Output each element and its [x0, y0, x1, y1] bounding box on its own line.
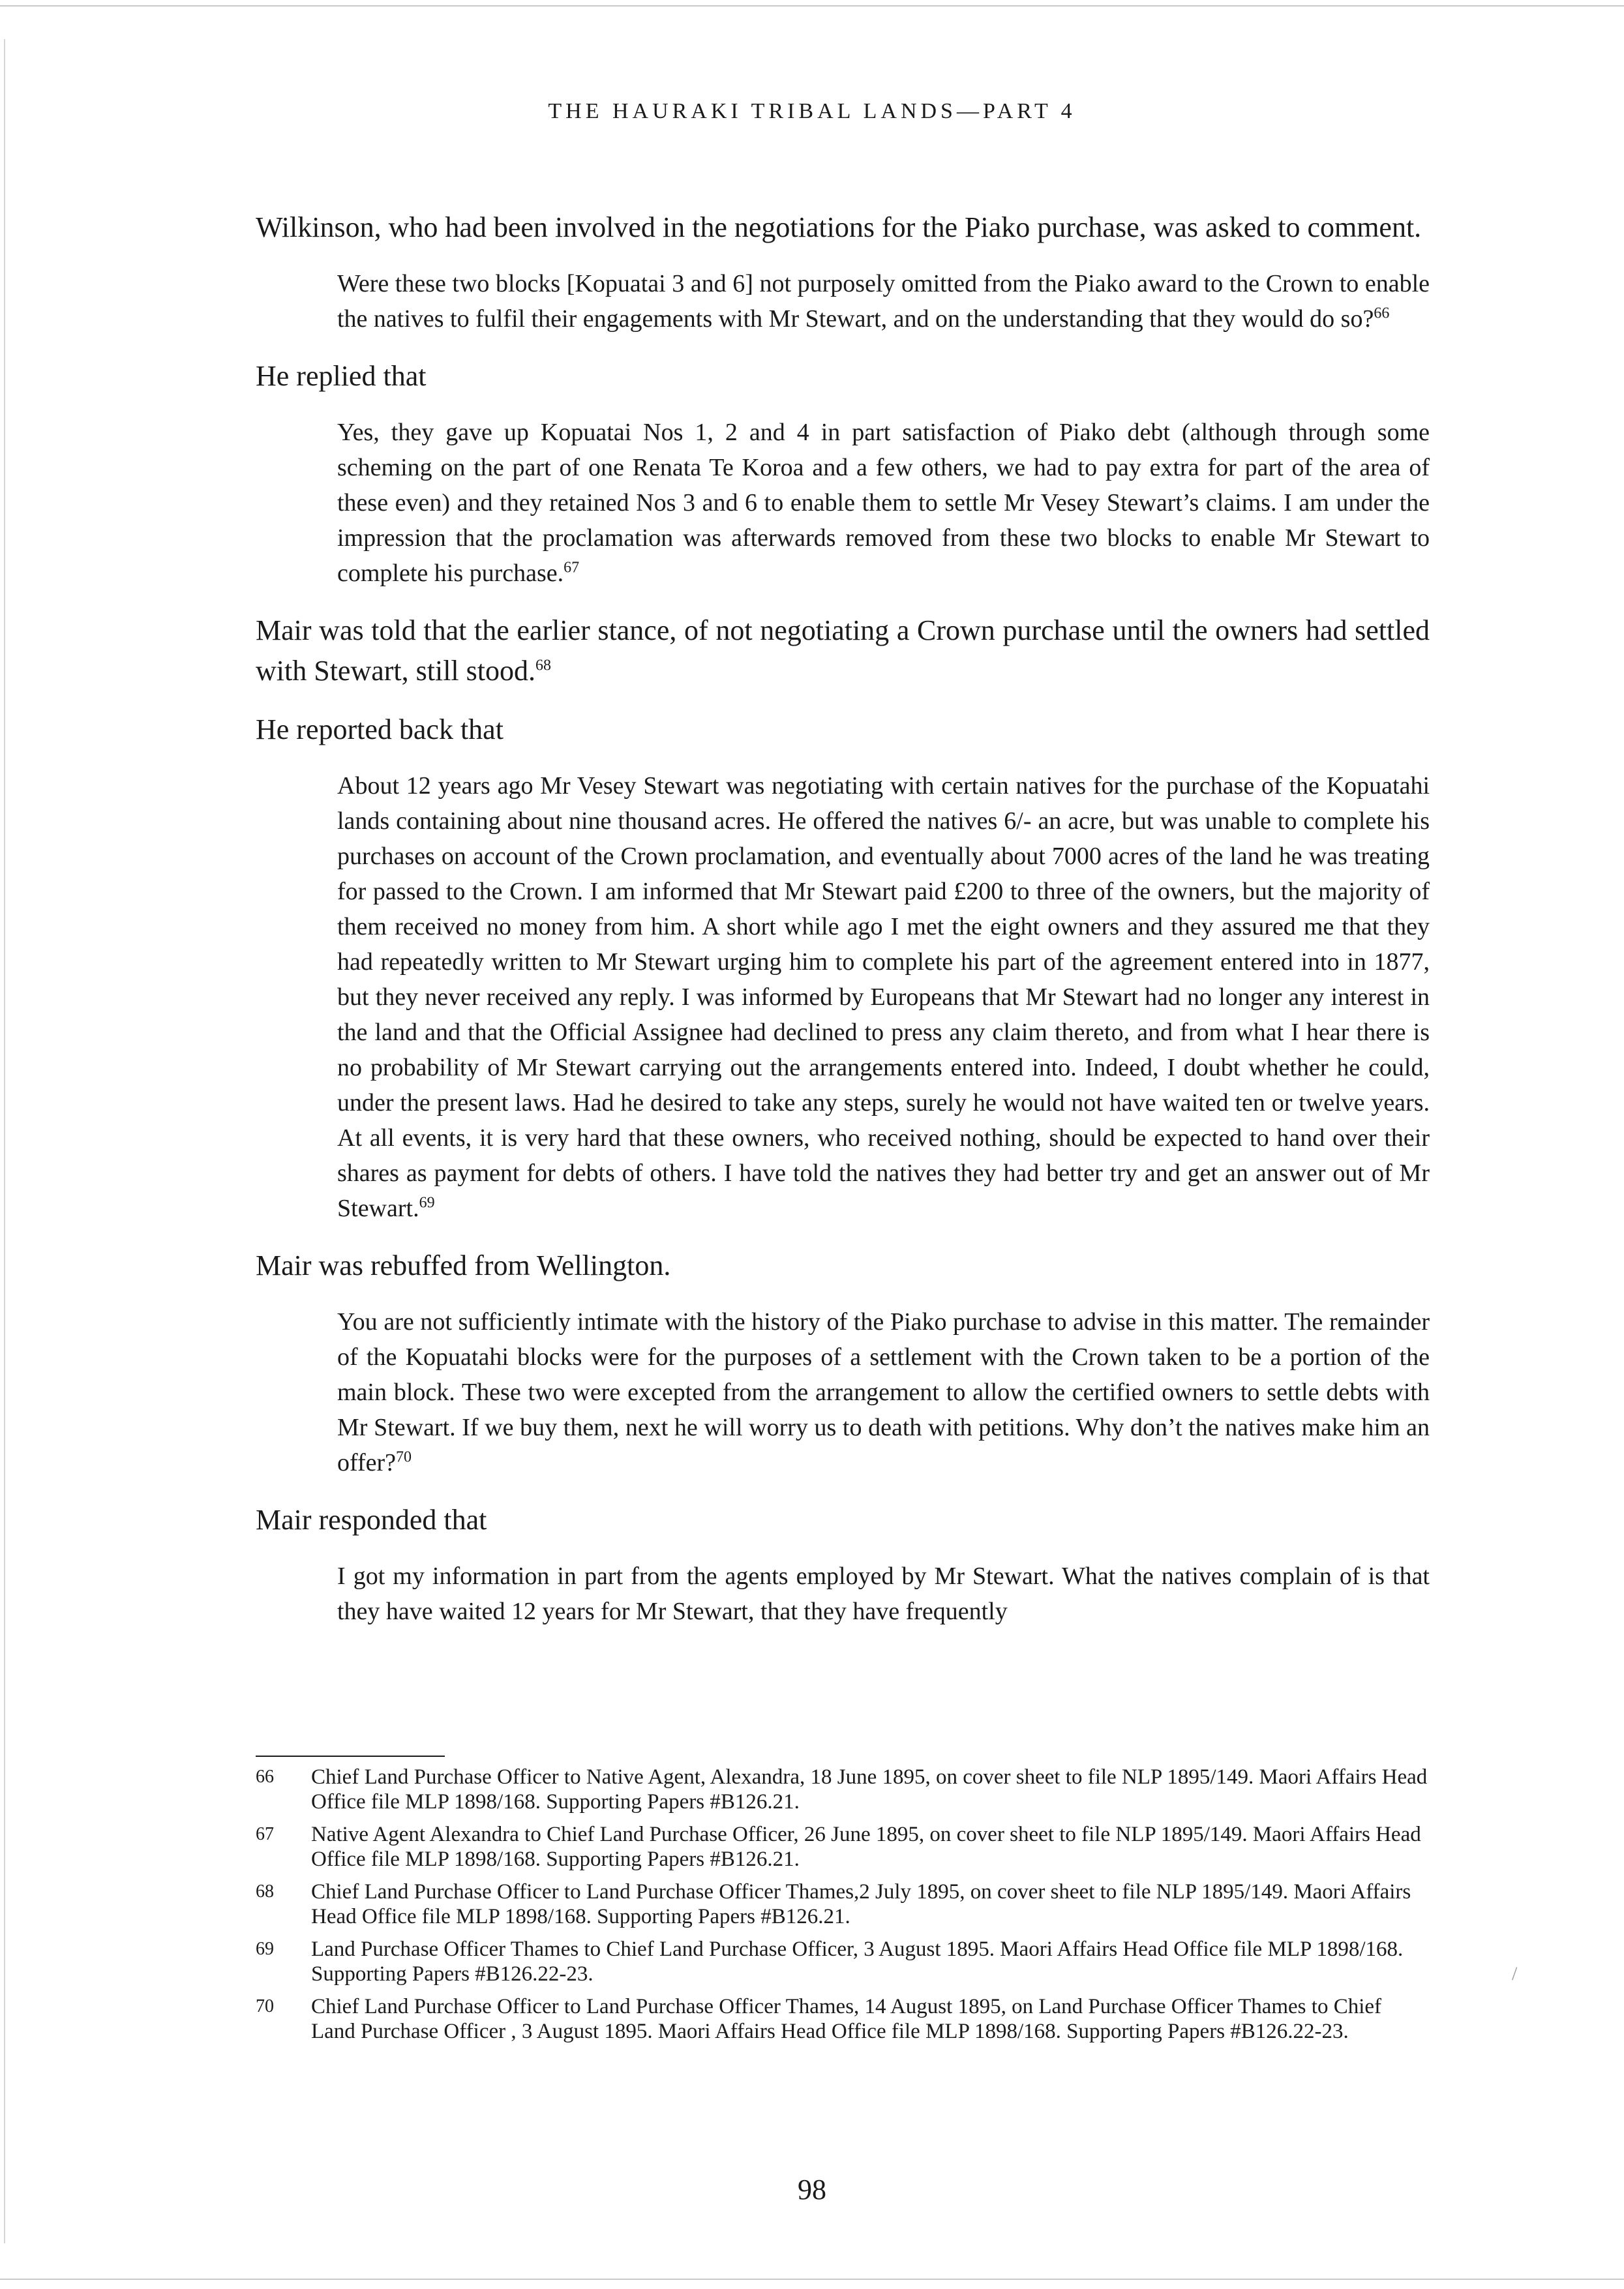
paragraph-text: Mair was told that the earlier stance, of not negotiating a Crown purchase until the owners had settled with Stewart, still stood. [256, 614, 1430, 687]
page-number: 98 [798, 2174, 826, 2206]
footnote [256, 1765, 1430, 1814]
footnote-number: 69 [256, 1939, 274, 1959]
paragraph: Mair responded that [256, 1504, 487, 1536]
scan-edge-bottom [0, 2279, 1624, 2280]
footnote-ref: 68 [535, 657, 551, 674]
quote-text: Were these two blocks [Kopuatai 3 and 6] not purposely omitted from the Piako award to the Crown to enable the natives to fulfil their engagements with Mr Stewart, and on the understanding that they would do so? [337, 270, 1430, 333]
footnote-ref: 69 [419, 1194, 435, 1212]
block-quote: I got my information in part from the agents employed by Mr Stewart. What the natives complain of is that they have waited 12 years for Mr Stewart, that they have frequently [337, 1563, 1430, 1625]
paragraph: He replied that [256, 360, 427, 392]
footnote-number: 67 [256, 1824, 274, 1844]
paragraph: Wilkinson, who had been involved in the negotiations for the Piako purchase, was asked to comment. [256, 211, 1422, 243]
quote-text: You are not sufficiently intimate with the history of the Piako purchase to advise in this matter. The remainder of the Kopuatahi blocks were for the purposes of a settlement with the Crown taken to be a portion of the main block. These two were excepted from the arrangement to allow the certified owners to settle debts with Mr Stewart. If we buy them, next he will worry us to death with petitions. Why don’t the natives make him an offer? [337, 1308, 1430, 1476]
footnotes [256, 1765, 1430, 2052]
scan-mark: / [1512, 1963, 1518, 1984]
footnote-ref: 67 [564, 559, 580, 576]
page-body [256, 207, 1430, 1649]
paragraph: Mair was rebuffed from Wellington. [256, 1249, 671, 1281]
footnote-text: Chief Land Purchase Officer to Land Purchase Officer Thames, 14 August 1895, on Land Purchase Officer Thames to Chief Land Purchase Officer , 3 August 1895. Maori Affairs Head Office file MLP 1898/168. Supporting Papers #B126.22-23. [311, 1995, 1382, 2043]
scan-edge-left [4, 39, 5, 2243]
block-quote [337, 415, 1430, 591]
footnote [256, 1822, 1430, 1872]
footnote-text: Chief Land Purchase Officer to Native Agent, Alexandra, 18 June 1895, on cover sheet to file NLP 1895/149. Maori Affairs Head Office file MLP 1898/168. Supporting Papers #B126.21. [311, 1765, 1428, 1814]
block-quote [337, 768, 1430, 1226]
footnote-text: Native Agent Alexandra to Chief Land Purchase Officer, 26 June 1895, on cover sheet to file NLP 1895/149. Maori Affairs Head Office file MLP 1898/168. Supporting Papers #B126.21. [311, 1823, 1421, 1871]
paragraph: He reported back that [256, 713, 504, 745]
footnote [256, 1994, 1430, 2044]
block-quote [337, 266, 1430, 337]
footnote [256, 1879, 1430, 1929]
footnote-number: 68 [256, 1881, 274, 1902]
footnote-number: 66 [256, 1767, 274, 1787]
block-quote [337, 1304, 1430, 1480]
footnote-text: Land Purchase Officer Thames to Chief Land Purchase Officer, 3 August 1895. Maori Affairs Head Office file MLP 1898/168. Supporting Papers #B126.22-23. [311, 1937, 1404, 1986]
paragraph [256, 610, 1430, 691]
footnote-text: Chief Land Purchase Officer to Land Purchase Officer Thames,2 July 1895, on cover sheet to file NLP 1895/149. Maori Affairs Head Office file MLP 1898/168. Supporting Papers #B126.21. [311, 1880, 1411, 1928]
quote-text: Yes, they gave up Kopuatai Nos 1, 2 and 4 in part satisfaction of Piako debt (although through some scheming on the part of one Renata Te Koroa and a few others, we had to pay extra for part of the area of these even) and they retained Nos 3 and 6 to enable them to settle Mr Vesey Stewart’s claims. I am under the impression that the proclamation was afterwards removed from these two blocks to enable Mr Stewart to complete his purchase. [337, 419, 1430, 587]
footnote-rule [256, 1756, 445, 1757]
scan-edge-top [0, 5, 1624, 7]
footnote [256, 1937, 1430, 1986]
footnote-number: 70 [256, 1996, 274, 2016]
quote-text: About 12 years ago Mr Vesey Stewart was negotiating with certain natives for the purchase of the Kopuatahi lands containing about nine thousand acres. He offered the natives 6/- an acre, but was unable to complete his purchases on account of the Crown proclamation, and eventually about 7000 acres of the land he was treating for passed to the Crown. I am informed that Mr Stewart paid £200 to three of the owners, but the majority of them received no money from him. A short while ago I met the eight owners and they assured me that they had repeatedly written to Mr Stewart urging him to complete his part of the agreement entered into in 1877, but they never received any reply. I was informed by Europeans that Mr Stewart had no longer any interest in the land and that the Official Assignee had declined to press any claim thereto, and from what I hear there is no probability of Mr Stewart carrying out the arrangements entered into. Indeed, I doubt whether he could, under the present laws. Had he desired to take any steps, surely he would not have waited ten or twelve years. At all events, it is very hard that these owners, who received nothing, should be expected to hand over their shares as payment for debts of others. I have told the natives they had better try and get an answer out of Mr Stewart. [337, 772, 1430, 1222]
footnote-ref: 66 [1374, 305, 1390, 322]
running-head: THE HAURAKI TRIBAL LANDS—PART 4 [548, 99, 1076, 123]
footnote-ref: 70 [396, 1448, 412, 1466]
